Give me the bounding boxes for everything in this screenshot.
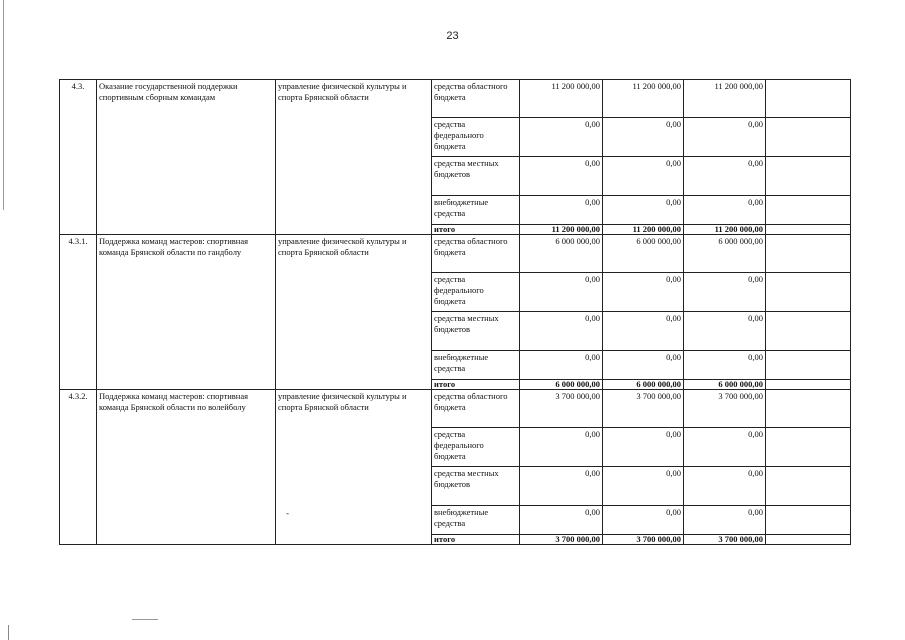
scan-dash-mark	[132, 619, 158, 620]
funding-source: внебюджетные средства	[432, 196, 520, 225]
amount-year-1: 0,00	[520, 428, 603, 467]
note-cell	[766, 118, 851, 157]
item-number: 4.3.2.	[60, 390, 97, 545]
item-number: 4.3.1.	[60, 235, 97, 390]
amount-year-2: 0,00	[603, 312, 684, 351]
amount-year-1: 0,00	[520, 506, 603, 535]
note-cell	[766, 467, 851, 506]
amount-year-1: 6 000 000,00	[520, 380, 603, 390]
amount-year-1: 3 700 000,00	[520, 535, 603, 545]
funding-source: внебюджетные средства	[432, 351, 520, 380]
note-cell	[766, 390, 851, 428]
amount-year-2: 0,00	[603, 467, 684, 506]
note-cell	[766, 80, 851, 118]
note-cell	[766, 506, 851, 535]
amount-year-3: 11 200 000,00	[684, 225, 766, 235]
amount-year-2: 11 200 000,00	[603, 225, 684, 235]
budget-table	[59, 79, 851, 545]
amount-year-1: 6 000 000,00	[520, 235, 603, 273]
funding-source: средства местных бюджетов	[432, 467, 520, 506]
note-cell	[766, 312, 851, 351]
amount-year-1: 11 200 000,00	[520, 225, 603, 235]
budget-table-body	[60, 80, 851, 545]
item-number: 4.3.	[60, 80, 97, 235]
funding-source: средства федерального бюджета	[432, 118, 520, 157]
amount-year-3: 0,00	[684, 118, 766, 157]
amount-year-3: 0,00	[684, 196, 766, 225]
amount-year-3: 0,00	[684, 273, 766, 312]
item-name: Поддержка команд мастеров: спортивная команда Брянской области по гандболу	[97, 235, 276, 390]
funding-source: средства областного бюджета	[432, 80, 520, 118]
funding-source: итого	[432, 380, 520, 390]
scan-edge-mark	[8, 625, 9, 640]
funding-source: средства местных бюджетов	[432, 312, 520, 351]
amount-year-1: 0,00	[520, 273, 603, 312]
amount-year-1: 0,00	[520, 118, 603, 157]
funding-source: итого	[432, 535, 520, 545]
note-cell	[766, 196, 851, 225]
amount-year-3: 0,00	[684, 467, 766, 506]
stray-mark: -	[286, 508, 289, 518]
amount-year-2: 6 000 000,00	[603, 235, 684, 273]
funding-source: средства областного бюджета	[432, 390, 520, 428]
amount-year-2: 6 000 000,00	[603, 380, 684, 390]
note-cell	[766, 225, 851, 235]
amount-year-2: 0,00	[603, 351, 684, 380]
funding-row	[60, 390, 851, 428]
funding-source: средства местных бюджетов	[432, 157, 520, 196]
page-number: 23	[446, 30, 459, 42]
amount-year-3: 0,00	[684, 506, 766, 535]
note-cell	[766, 157, 851, 196]
amount-year-1: 0,00	[520, 467, 603, 506]
amount-year-2: 0,00	[603, 196, 684, 225]
note-cell	[766, 380, 851, 390]
amount-year-1: 11 200 000,00	[520, 80, 603, 118]
funding-row	[60, 80, 851, 118]
amount-year-1: 0,00	[520, 312, 603, 351]
amount-year-2: 3 700 000,00	[603, 390, 684, 428]
amount-year-3: 0,00	[684, 351, 766, 380]
funding-source: итого	[432, 225, 520, 235]
amount-year-1: 0,00	[520, 157, 603, 196]
item-name: Оказание государственной поддержки спортивным сборным командам	[97, 80, 276, 235]
executor-name: управление физической культуры и спорта Брянской области	[276, 235, 432, 390]
executor-name: управление физической культуры и спорта Брянской области	[276, 390, 432, 545]
executor-name: управление физической культуры и спорта Брянской области	[276, 80, 432, 235]
note-cell	[766, 351, 851, 380]
amount-year-3: 3 700 000,00	[684, 535, 766, 545]
amount-year-2: 0,00	[603, 506, 684, 535]
amount-year-1: 3 700 000,00	[520, 390, 603, 428]
amount-year-1: 0,00	[520, 196, 603, 225]
amount-year-2: 0,00	[603, 118, 684, 157]
note-cell	[766, 273, 851, 312]
amount-year-3: 0,00	[684, 428, 766, 467]
funding-source: средства федерального бюджета	[432, 428, 520, 467]
amount-year-3: 6 000 000,00	[684, 380, 766, 390]
amount-year-3: 6 000 000,00	[684, 235, 766, 273]
amount-year-3: 11 200 000,00	[684, 80, 766, 118]
note-cell	[766, 535, 851, 545]
funding-source: средства областного бюджета	[432, 235, 520, 273]
amount-year-2: 3 700 000,00	[603, 535, 684, 545]
funding-source: внебюджетные средства	[432, 506, 520, 535]
amount-year-2: 11 200 000,00	[603, 80, 684, 118]
amount-year-3: 0,00	[684, 157, 766, 196]
amount-year-2: 0,00	[603, 428, 684, 467]
amount-year-3: 3 700 000,00	[684, 390, 766, 428]
amount-year-2: 0,00	[603, 273, 684, 312]
note-cell	[766, 235, 851, 273]
note-cell	[766, 428, 851, 467]
amount-year-1: 0,00	[520, 351, 603, 380]
item-name: Поддержка команд мастеров: спортивная команда Брянской области по волейболу	[97, 390, 276, 545]
amount-year-3: 0,00	[684, 312, 766, 351]
funding-source: средства федерального бюджета	[432, 273, 520, 312]
amount-year-2: 0,00	[603, 157, 684, 196]
funding-row	[60, 235, 851, 273]
